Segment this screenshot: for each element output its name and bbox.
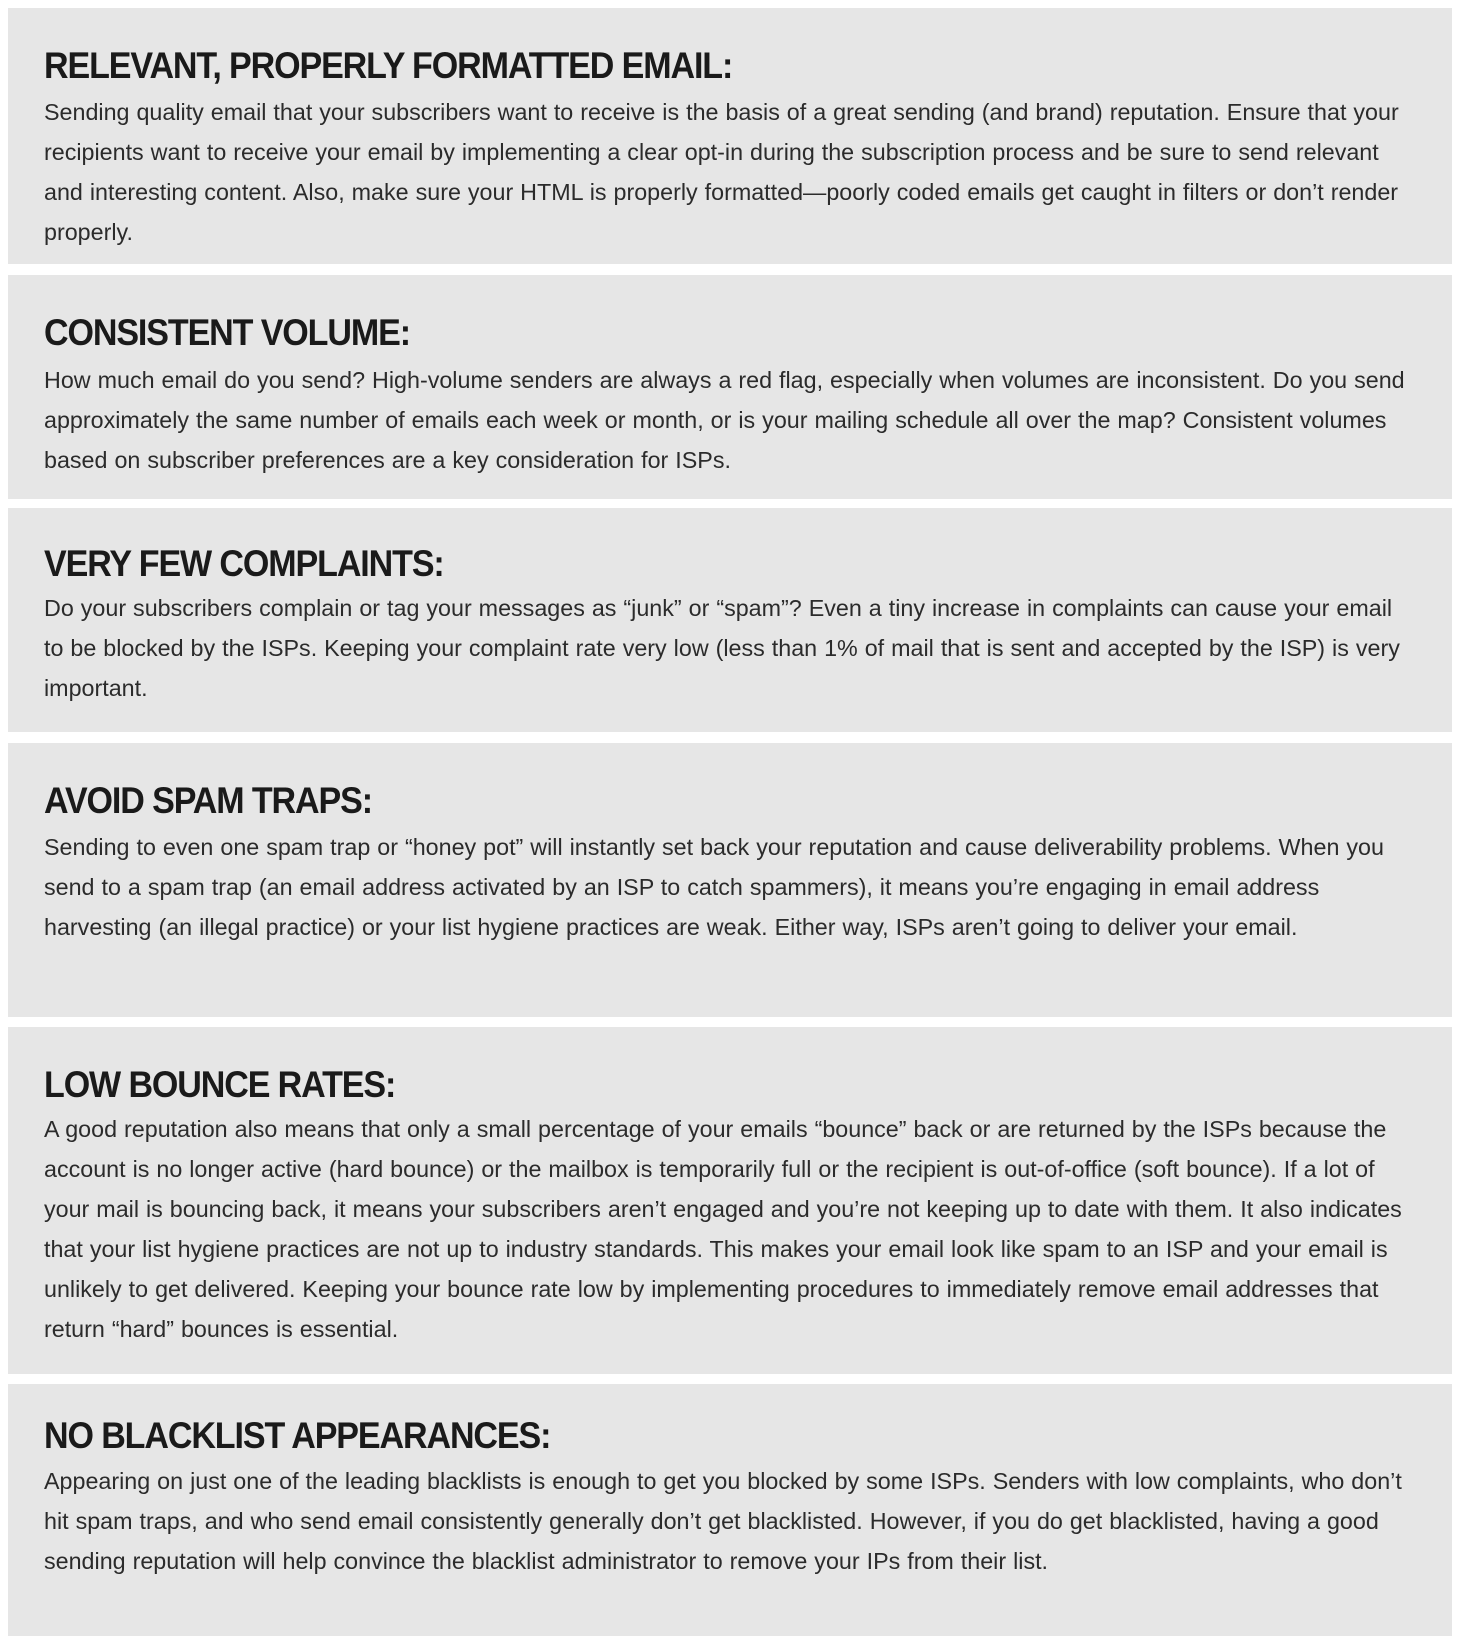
section-heading: CONSISTENT VOLUME: [44, 312, 410, 353]
section-body: Sending quality email that your subscribers want to receive is the basis of a great sending (and brand) reputation. Ensure that your recipients want to receive your email by implementing a clear opt-in during the subscription process and be sure to send relevant and interesting content. Also, make sure your HTML is properly formatted—poorly coded emails get caught in filters or don’t render properly. [44, 99, 1399, 245]
section-body: Do your subscribers complain or tag your messages as “junk” or “spam”? Even a tiny increase in complaints can cause your email to be blocked by the ISPs. Keeping your complaint rate very low (less than 1% of mail that is sent and accepted by the ISP) is very important. [44, 595, 1400, 701]
section-few-complaints [8, 508, 1452, 732]
section-heading: AVOID SPAM TRAPS: [44, 780, 372, 821]
section-body: Appearing on just one of the leading blacklists is enough to get you blocked by some ISPs. Senders with low complaints, who don’t hit spam traps, and who send email consistently generally don’t get blacklisted. However, if you do get blacklisted, having a good sending reputation will help convince the blacklist administrator to remove your IPs from their list. [44, 1468, 1402, 1574]
section-heading: RELEVANT, PROPERLY FORMATTED EMAIL: [44, 45, 733, 86]
section-heading: LOW BOUNCE RATES: [44, 1064, 396, 1105]
section-heading: VERY FEW COMPLAINTS: [44, 543, 444, 584]
section-body: How much email do you send? High-volume senders are always a red flag, especially when volumes are inconsistent. Do you send approximately the same number of emails each week or month, or is your mailing schedule all over the map? Consistent volumes based on subscriber preferences are a key consideration for ISPs. [44, 367, 1405, 473]
section-no-blacklist [8, 1384, 1452, 1636]
section-consistent-volume [8, 275, 1452, 499]
section-body: Sending to even one spam trap or “honey pot” will instantly set back your reputation and cause deliverability problems. When you send to a spam trap (an email address activated by an ISP to catch spammers), it means you’re engaging in email address harvesting (an illegal practice) or your list hygiene practices are weak. Either way, ISPs aren’t going to deliver your email. [44, 834, 1384, 940]
section-avoid-spam-traps [8, 743, 1452, 1017]
section-low-bounce-rates [8, 1027, 1452, 1374]
section-relevant-email [8, 8, 1452, 264]
section-body: A good reputation also means that only a small percentage of your emails “bounce” back or are returned by the ISPs because the account is no longer active (hard bounce) or the mailbox is temporarily full or the recipient is out-of-office (soft bounce). If a lot of your mail is bouncing back, it means your subscribers aren’t engaged and you’re not keeping up to date with them. It also indicates that your list hygiene practices are not up to industry standards. This makes your email look like spam to an ISP and your email is unlikely to get delivered. Keeping your bounce rate low by implementing procedures to immediately remove email addresses that return “hard” bounces is essential. [44, 1116, 1402, 1342]
section-heading: NO BLACKLIST APPEARANCES: [44, 1415, 551, 1456]
